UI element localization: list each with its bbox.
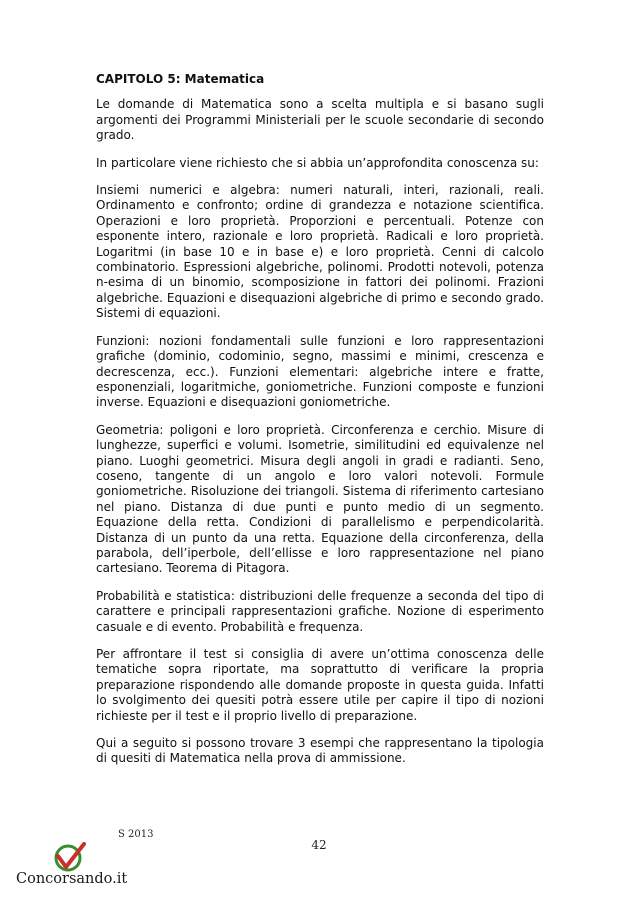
document-body xyxy=(96,72,544,779)
paragraph-geometry: Geometria: poligoni e loro proprietà. Circonferenza e cerchio. Misure di lunghezze, superfici e volumi. Isometrie, similitudini ed equivalenze nel piano. Luoghi geometrici. Misura degli angoli in gradi e radianti. Seno, coseno, tangente di un angolo e loro valori notevoli. Formule goniometriche. Risoluzione dei triangoli. Sistema di riferimento cartesiano nel piano. Distanza di due punti e punto medio di un segmento. Equazione della retta. Condizioni di parallelismo e perpendicolarità. Distanza di un punto da una retta. Equazione della circonferenza, della parabola, dell’iperbole, dell’ellisse e loro rappresentazione nel piano cartesiano. Teorema di Pitagora. xyxy=(96,422,544,576)
page-number: 42 xyxy=(311,838,327,852)
check-circle-icon xyxy=(50,842,88,872)
paragraph-algebra: Insiemi numerici e algebra: numeri naturali, interi, razionali, reali. Ordinamento e confronto; ordine di grandezza e notazione scientifica. Operazioni e loro proprietà. Proporzioni e percentuali. Potenze con esponente intero, razionale e loro proprietà. Radicali e loro proprietà. Logaritmi (in base 10 e in base e) e loro proprietà. Cenni di calcolo combinatorio. Espressioni algebriche, polinomi. Prodotti notevoli, potenza n-esima di un binomio, scomposizione in fattori dei polinomi. Frazioni algebriche. Equazioni e disequazioni algebriche di primo e secondo grado. Sistemi di equazioni. xyxy=(96,183,544,321)
paragraph-advice: Per affrontare il test si consiglia di avere un’ottima conoscenza delle tematiche sopra riportate, ma soprattutto di verificare la propria preparazione rispondendo alle domande proposte in questa guida. Infatti lo svolgimento dei quesiti potrà essere utile per capire il tipo di nozioni richieste per il test e il proprio livello di preparazione. xyxy=(96,647,544,723)
logo-text: Concorsando.it xyxy=(16,871,128,887)
paragraph-examples: Qui a seguito si possono trovare 3 esempi che rappresentano la tipologia di quesiti di Matematica nella prova di ammissione. xyxy=(96,736,544,766)
paragraph-functions: Funzioni: nozioni fondamentali sulle funzioni e loro rappresentazioni grafiche (dominio, codominio, segno, massimi e minimi, crescenza e decrescenza, ecc.). Funzioni elementari: algebriche intere e fratte, esponenziali, logaritmiche, goniometriche. Funzioni composte e funzioni inverse. Equazioni e disequazioni goniometriche. xyxy=(96,333,544,410)
paragraph-statistics: Probabilità e statistica: distribuzioni delle frequenze a seconda del tipo di carattere e principali rappresentazioni grafiche. Nozione di esperimento casuale e di evento. Probabilità e frequenza. xyxy=(96,588,544,634)
paragraph-intro: Le domande di Matematica sono a scelta multipla e si basano sugli argomenti dei Programmi Ministeriali per le scuole secondarie di secondo grado. xyxy=(96,97,544,143)
concorsando-logo xyxy=(16,842,156,890)
chapter-title: CAPITOLO 5: Matematica xyxy=(96,72,265,86)
footer-code: S 2013 xyxy=(118,829,154,840)
paragraph-requirement: In particolare viene richiesto che si abbia un’approfondita conoscenza su: xyxy=(96,155,539,170)
